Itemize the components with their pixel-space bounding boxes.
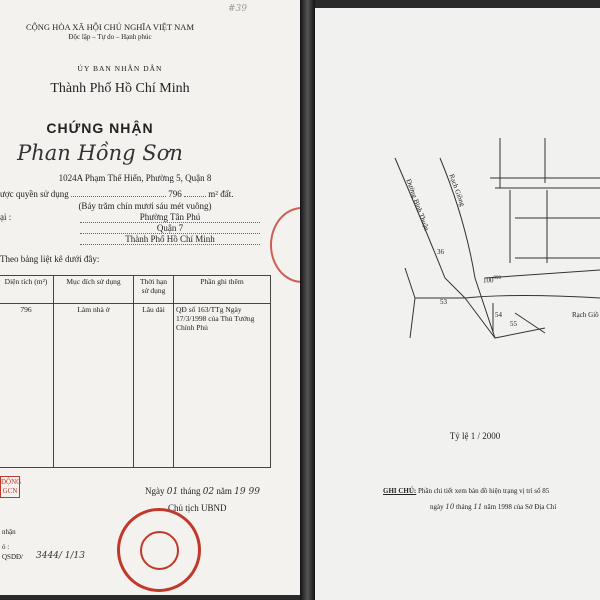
handwritten-number: #39 (228, 4, 247, 14)
parcel-55: 55 (510, 320, 517, 328)
table-intro: Theo bảng liệt kê dưới đây: (0, 254, 100, 264)
parcel-100 (483, 276, 501, 284)
city-name: Thành Phố Hồ Chí Minh (50, 81, 190, 96)
cell-purpose: Làm nhà ở (54, 304, 134, 468)
table-header-row (0, 276, 271, 304)
national-motto: Độc lập – Tự do – Hạnh phúc (68, 33, 152, 41)
cell-duration: Lâu dài (134, 304, 174, 468)
signer-title: Chủ tịch UBND (168, 503, 227, 513)
cell-notes: QĐ số 163/TTg Ngày 17/3/1998 của Thủ Tướng Chính Phủ (174, 304, 271, 468)
date-year-label: năm (216, 486, 232, 496)
parcel-100-number: 100 (483, 276, 494, 285)
note-month: 11 (473, 503, 483, 511)
parcel-100-sub: 990 (493, 276, 501, 281)
national-header (0, 22, 220, 41)
note-day-prefix: ngày (430, 503, 444, 511)
side-stamp-line1: ĐỘNG (1, 478, 22, 486)
parcel-36: 36 (437, 248, 444, 256)
date-month: 02 (202, 487, 215, 497)
country-name: CỘNG HÒA XÃ HỘI CHỦ NGHĨA VIỆT NAM (25, 22, 195, 32)
note-label: GHI CHÚ: (383, 487, 417, 495)
date-year: 19 99 (234, 487, 260, 497)
parcel-53: 53 (440, 298, 447, 306)
note-year-label: năm (484, 503, 497, 511)
location-district: Quận 7 (80, 223, 260, 234)
location-ward: Phường Tân Phú (80, 212, 260, 223)
table-row (0, 304, 271, 468)
map-note (383, 487, 600, 495)
date-prefix: Ngày (145, 486, 165, 496)
date-day: 01 (166, 487, 179, 497)
location-city: Thành Phố Hồ Chí Minh (80, 234, 260, 245)
note-1: nhận (2, 528, 16, 536)
note-day: 10 (445, 503, 455, 511)
site-map (315, 8, 600, 600)
certificate-right-page (315, 8, 600, 600)
note-suffix: của Sở Địa Chí (513, 503, 557, 511)
canal-label-top: Rạch Giồng (447, 173, 467, 208)
header-notes: Phần ghi thêm (174, 276, 271, 304)
note-4: 3444/ 1/13 (36, 551, 86, 561)
book-spine (300, 0, 315, 600)
date-month-label: tháng (180, 486, 201, 496)
road-label: Đường Bình Thuận (404, 178, 431, 232)
header-purpose: Mục đích sử dụng (54, 276, 134, 304)
rights-label: ược quyền sử dụng (0, 189, 69, 199)
note-3: QSDĐ/ (2, 553, 24, 561)
note-month-label: tháng (456, 503, 472, 511)
canal-label-right: Rạch Giồ (572, 311, 599, 319)
note-year: 1998 (497, 503, 512, 511)
header-area: Diện tích (m²) (0, 276, 54, 304)
note-2: ó : (2, 543, 10, 551)
map-scale: Tỷ lệ 1 / 2000 (449, 431, 501, 441)
land-use-table (0, 275, 271, 468)
area-in-words: (Bảy trăm chín mươi sáu mét vuông) (78, 201, 212, 211)
location-label: ại : (0, 212, 12, 222)
header-duration: Thời hạn sử dụng (134, 276, 174, 304)
certificate-left-page (0, 0, 300, 595)
map-note-line2 (430, 503, 556, 511)
official-seal (117, 508, 201, 592)
rights-unit: m² đất. (208, 189, 234, 199)
side-stamp (0, 476, 20, 498)
committee-name: ỦY BAN NHÂN DÂN (77, 64, 163, 73)
issue-date (145, 486, 295, 497)
rights-area: 796 (168, 189, 182, 199)
side-stamp-line2: GCN (2, 487, 18, 495)
cell-area: 796 (0, 304, 54, 468)
rights-line (0, 189, 300, 199)
certificate-title: CHỨNG NHẬN (46, 120, 154, 136)
parcel-54: 54 (495, 311, 502, 319)
owner-address: 1024A Phạm Thế Hiển, Phường 5, Quận 8 (58, 173, 212, 183)
note-text: Phần chi tiết xem bản đồ hiện trạng vị trí số 85 (418, 487, 550, 495)
owner-name: Phan Hồng Sơn (17, 141, 183, 165)
